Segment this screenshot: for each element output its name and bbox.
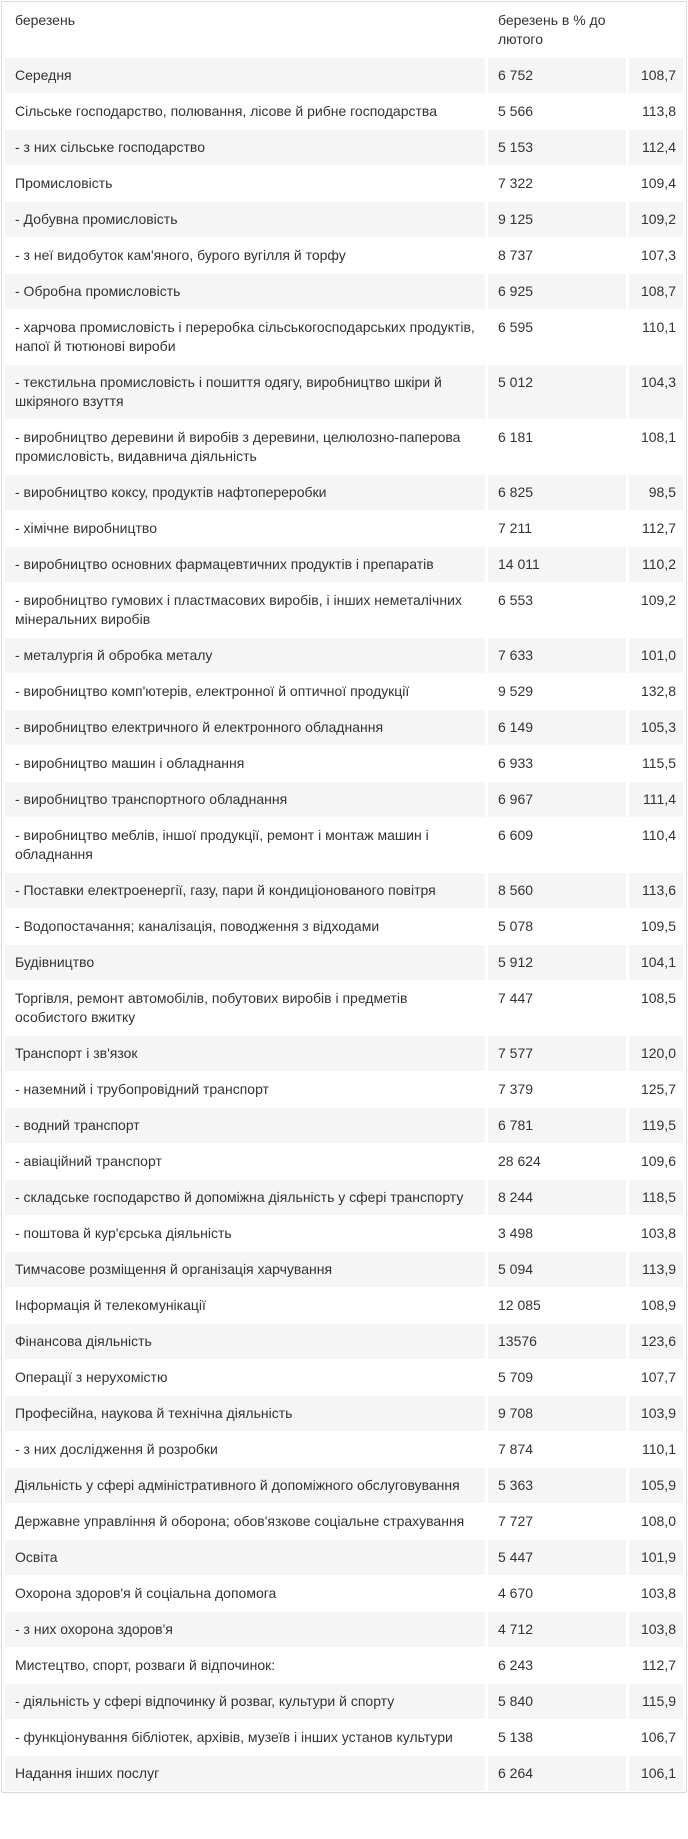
march-value: 13576 — [488, 1324, 626, 1359]
table-row — [5, 1468, 683, 1503]
industry-label: Операції з нерухомістю — [15, 1369, 168, 1385]
percent-value: 125,7 — [640, 1081, 676, 1097]
percent-value: 108,7 — [629, 274, 683, 309]
table-row — [5, 746, 683, 781]
industry-label: Транспорт і зв'язок — [5, 1036, 485, 1071]
march-value: 7 633 — [488, 638, 626, 673]
percent-value: 113,9 — [629, 1252, 683, 1287]
march-value: 7 577 — [488, 1036, 626, 1071]
industry-label: Надання інших послуг — [5, 1756, 485, 1791]
march-value: 6 264 — [488, 1756, 626, 1791]
percent-value: 110,2 — [629, 547, 683, 582]
industry-label: - поштова й кур'єрська діяльність — [15, 1225, 232, 1241]
percent-value: 105,3 — [629, 710, 683, 745]
industry-label: - функціонування бібліотек, архівів, музеїв і інших установ культури — [15, 1729, 453, 1745]
table-row — [5, 1360, 683, 1395]
table-row — [5, 94, 683, 129]
march-value: 5 363 — [488, 1468, 626, 1503]
march-value: 6 181 — [498, 429, 534, 445]
table-row — [5, 1684, 683, 1719]
march-value: 7 211 — [498, 520, 532, 536]
march-value: 6 825 — [488, 475, 626, 510]
percent-value: 112,4 — [629, 130, 683, 165]
industry-label: Сільське господарство, полювання, лісове й рибне господарства — [15, 103, 437, 119]
industry-label: - Добувна промисловість — [5, 202, 485, 237]
table-row — [5, 166, 683, 201]
march-value: 7 874 — [498, 1441, 534, 1457]
percent-value: 123,6 — [629, 1324, 683, 1359]
industry-label: - складське господарство й допоміжна діяльність у сфері транспорту — [5, 1180, 485, 1215]
march-value: 6 933 — [498, 755, 534, 771]
march-value: 6 149 — [488, 710, 626, 745]
march-value: 5 447 — [488, 1540, 626, 1575]
header-month: березень — [5, 3, 485, 57]
percent-value: 109,6 — [640, 1153, 676, 1169]
industry-label: - виробництво коксу, продуктів нафтопереробки — [5, 475, 485, 510]
percent-value: 101,0 — [629, 638, 683, 673]
industry-label: Освіта — [5, 1540, 485, 1575]
percent-value: 110,1 — [642, 1441, 676, 1457]
march-value: 4 712 — [488, 1612, 626, 1647]
percent-value: 112,7 — [642, 1657, 676, 1673]
table-row — [5, 674, 683, 709]
percent-value: 98,5 — [629, 475, 683, 510]
industry-label: Тимчасове розміщення й організація харчування — [5, 1252, 485, 1287]
industry-label: Середня — [5, 58, 485, 93]
percent-value: 103,9 — [629, 1396, 683, 1431]
march-value: 8 737 — [498, 247, 534, 263]
industry-label: - виробництво машин і обладнання — [15, 755, 245, 771]
percent-value: 111,4 — [629, 782, 683, 817]
percent-value: 107,3 — [640, 247, 676, 263]
march-value: 6 967 — [488, 782, 626, 817]
table-body — [5, 58, 683, 1791]
table-row — [5, 583, 683, 637]
percent-value: 108,1 — [640, 429, 676, 445]
table-row — [5, 1540, 683, 1575]
percent-value: 101,9 — [629, 1540, 683, 1575]
table-row — [5, 274, 683, 309]
industry-label: - Обробна промисловість — [5, 274, 485, 309]
march-value: 6 925 — [488, 274, 626, 309]
table-row — [5, 1756, 683, 1791]
industry-label: - Поставки електроенергії, газу, пари й кондиціонованого повітря — [5, 873, 485, 908]
table-row — [5, 1216, 683, 1251]
percent-value: 109,4 — [640, 175, 676, 191]
march-value: 5 912 — [488, 945, 626, 980]
percent-value: 106,1 — [629, 1756, 683, 1791]
march-value: 5 566 — [498, 103, 534, 119]
percent-value: 109,2 — [629, 202, 683, 237]
industry-label: Промисловість — [15, 175, 113, 191]
salary-table-container — [1, 1, 687, 1793]
table-row — [5, 1252, 683, 1287]
march-value: 5 094 — [488, 1252, 626, 1287]
table-row — [5, 1432, 683, 1467]
march-value: 4 670 — [498, 1585, 534, 1601]
march-value: 9 708 — [488, 1396, 626, 1431]
industry-label: Діяльність у сфері адміністративного й допоміжного обслуговування — [5, 1468, 485, 1503]
percent-value: 106,7 — [640, 1729, 676, 1745]
percent-value: 104,1 — [629, 945, 683, 980]
industry-label: Мистецтво, спорт, розваги й відпочинок: — [15, 1657, 276, 1673]
industry-label: - хімічне виробництво — [15, 520, 157, 536]
industry-label: - Водопостачання; каналізація, поводження з відходами — [15, 918, 380, 934]
header-row — [5, 3, 683, 57]
percent-value: 108,7 — [629, 58, 683, 93]
table-row — [5, 1288, 683, 1323]
percent-value: 109,2 — [640, 592, 676, 608]
march-value: 9 125 — [488, 202, 626, 237]
industry-label: - виробництво електричного й електронного обладнання — [5, 710, 485, 745]
industry-label: - з них охорона здоров'я — [5, 1612, 485, 1647]
industry-label: Будівництво — [5, 945, 485, 980]
percent-value: 108,5 — [640, 990, 676, 1006]
table-row — [5, 1180, 683, 1215]
march-value: 6 781 — [488, 1108, 626, 1143]
industry-label: - виробництво гумових і пластмасових виробів, і інших неметалічних мінеральних виробів — [15, 592, 462, 627]
industry-label: Професійна, наукова й технічна діяльність — [5, 1396, 485, 1431]
percent-value: 115,5 — [642, 755, 676, 771]
table-row — [5, 945, 683, 980]
percent-value: 110,4 — [642, 827, 676, 843]
table-row — [5, 638, 683, 673]
industry-label: - з них сільське господарство — [5, 130, 485, 165]
percent-value: 103,8 — [640, 1225, 676, 1241]
march-value: 6 595 — [498, 319, 534, 335]
table-row — [5, 1108, 683, 1143]
march-value: 7 727 — [498, 1513, 534, 1529]
percent-value: 113,6 — [629, 873, 683, 908]
march-value: 14 011 — [488, 547, 626, 582]
industry-label: Інформація й телекомунікації — [15, 1297, 206, 1313]
industry-label: - металургія й обробка металу — [5, 638, 485, 673]
industry-label: Охорона здоров'я й соціальна допомога — [15, 1585, 277, 1601]
march-value: 6 243 — [498, 1657, 534, 1673]
table-row — [5, 511, 683, 546]
header-percent-of-february — [488, 3, 683, 57]
table-row — [5, 58, 683, 93]
percent-value: 107,7 — [640, 1369, 676, 1385]
table-row — [5, 1036, 683, 1071]
industry-label: - виробництво комп'ютерів, електронної й оптичної продукції — [15, 683, 410, 699]
march-value: 6 609 — [498, 827, 534, 843]
table-row — [5, 1720, 683, 1755]
march-value: 5 138 — [498, 1729, 534, 1745]
march-value: 6 752 — [488, 58, 626, 93]
percent-value: 112,7 — [642, 520, 676, 536]
table-row — [5, 365, 683, 419]
percent-value: 113,8 — [642, 103, 676, 119]
table-row — [5, 909, 683, 944]
march-value: 5 709 — [498, 1369, 534, 1385]
table-row — [5, 475, 683, 510]
march-value: 8 560 — [488, 873, 626, 908]
table-row — [5, 420, 683, 474]
table-row — [5, 818, 683, 872]
percent-value: 109,5 — [640, 918, 676, 934]
table-row — [5, 1648, 683, 1683]
percent-value: 115,9 — [629, 1684, 683, 1719]
industry-label: - виробництво деревини й виробів з деревини, целюлозно-паперова промисловість, видавнича діяльність — [15, 429, 461, 464]
percent-value: 120,0 — [629, 1036, 683, 1071]
percent-value: 118,5 — [629, 1180, 683, 1215]
march-value: 28 624 — [498, 1153, 541, 1169]
percent-value: 119,5 — [629, 1108, 683, 1143]
percent-value: 132,8 — [640, 683, 676, 699]
march-value: 5 153 — [488, 130, 626, 165]
march-value: 9 529 — [498, 683, 534, 699]
industry-label: - виробництво основних фармацевтичних продуктів і препаратів — [5, 547, 485, 582]
industry-label: - харчова промисловість і переробка сільськогосподарських продуктів, напої й тютюнові вироби — [15, 319, 475, 354]
industry-label: - діяльність у сфері відпочинку й розваг, культури й спорту — [5, 1684, 485, 1719]
table-row — [5, 1576, 683, 1611]
percent-value: 103,8 — [629, 1612, 683, 1647]
table-row — [5, 1612, 683, 1647]
industry-label: - авіаційний транспорт — [15, 1153, 162, 1169]
industry-label: - виробництво меблів, іншої продукції, ремонт і монтаж машин і обладнання — [15, 827, 429, 862]
table-row — [5, 1504, 683, 1539]
table-row — [5, 1144, 683, 1179]
march-value: 6 553 — [498, 592, 534, 608]
header-percent-text: березень в % до лютого — [498, 12, 606, 47]
industry-label: - виробництво транспортного обладнання — [5, 782, 485, 817]
table-row — [5, 782, 683, 817]
table-row — [5, 238, 683, 273]
table-row — [5, 710, 683, 745]
march-value: 7 447 — [498, 990, 534, 1006]
table-row — [5, 981, 683, 1035]
march-value: 5 840 — [488, 1684, 626, 1719]
march-value: 5 078 — [498, 918, 534, 934]
table-row — [5, 202, 683, 237]
industry-label: - з неї видобуток кам'яного, бурого вугілля й торфу — [15, 247, 346, 263]
percent-value: 108,9 — [640, 1297, 676, 1313]
table-row — [5, 1324, 683, 1359]
percent-value: 103,8 — [640, 1585, 676, 1601]
march-value: 3 498 — [498, 1225, 534, 1241]
march-value: 5 012 — [488, 365, 626, 419]
percent-value: 105,9 — [629, 1468, 683, 1503]
table-row — [5, 547, 683, 582]
industry-label: Фінансова діяльність — [5, 1324, 485, 1359]
percent-value: 104,3 — [629, 365, 683, 419]
march-value: 12 085 — [498, 1297, 541, 1313]
table-row — [5, 310, 683, 364]
march-value: 7 379 — [498, 1081, 534, 1097]
table-row — [5, 1072, 683, 1107]
industry-label: Торгівля, ремонт автомобілів, побутових виробів і предметів особистого вжитку — [15, 990, 408, 1025]
march-value: 8 244 — [488, 1180, 626, 1215]
table-row — [5, 130, 683, 165]
industry-label: - з них дослідження й розробки — [15, 1441, 218, 1457]
industry-label: Державне управління й оборона; обов'язкове соціальне страхування — [15, 1513, 465, 1529]
table-row — [5, 873, 683, 908]
percent-value: 108,0 — [640, 1513, 676, 1529]
industry-label: - текстильна промисловість і пошиття одягу, виробництво шкіри й шкіряного взуття — [5, 365, 485, 419]
industry-label: - водний транспорт — [5, 1108, 485, 1143]
march-value: 7 322 — [498, 175, 534, 191]
salary-by-industry-table — [2, 2, 686, 1792]
industry-label: - наземний і трубопровідний транспорт — [15, 1081, 269, 1097]
table-row — [5, 1396, 683, 1431]
percent-value: 110,1 — [642, 319, 676, 335]
